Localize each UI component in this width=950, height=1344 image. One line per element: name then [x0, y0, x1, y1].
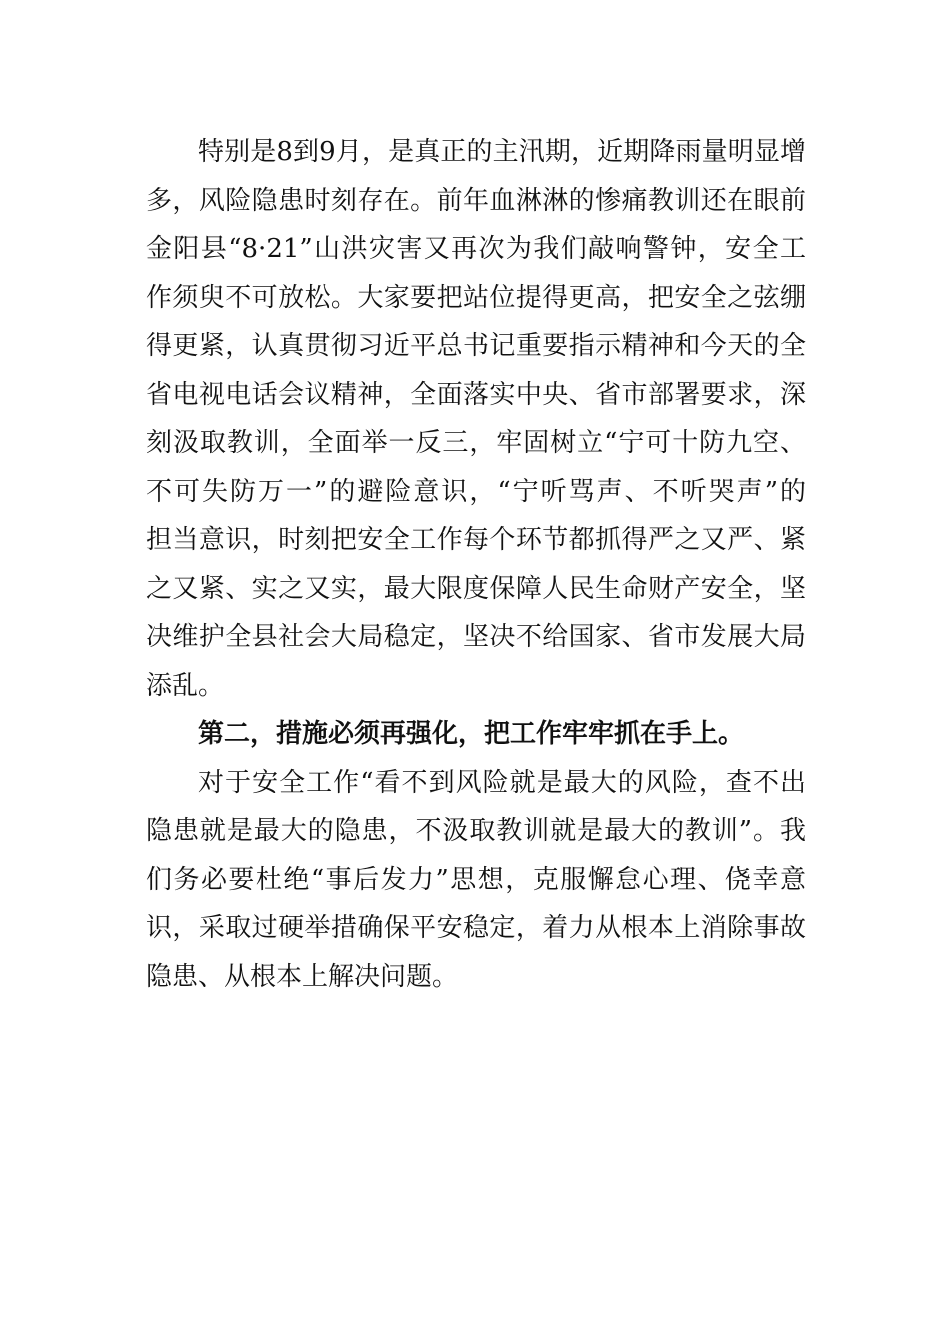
heading-line: 第二，措施必须再强化，把工作牢牢抓在手上。: [198, 719, 745, 749]
text-line: 担当意识，时刻把安全工作每个环节都抓得严之又严、紧: [146, 525, 806, 555]
paragraph-measures: [146, 759, 806, 1002]
text-line: 们务必要杜绝“事后发力”思想，克服懈怠心理、侥幸意: [146, 864, 806, 895]
document-body: [146, 128, 806, 1001]
text-line: 金阳县“8·21”山洪灾害又再次为我们敲响警钟，安全工: [146, 234, 806, 264]
text-line: 决维护全县社会大局稳定，坚决不给国家、省市发展大局: [146, 622, 806, 652]
text-line: 添乱。: [146, 670, 225, 701]
text-line: 省电视电话会议精神，全面落实中央、省市部署要求，深: [146, 379, 806, 410]
text-line: 不可失防万一”的避险意识，“宁听骂声、不听哭声”的: [146, 476, 806, 507]
text-line: 隐患、从根本上解决问题。: [146, 961, 459, 992]
text-line: 隐患就是最大的隐患，不汲取教训就是最大的教训”。我: [146, 816, 806, 846]
section-heading: [146, 710, 806, 759]
text-line: 刻汲取教训，全面举一反三，牢固树立“宁可十防九空、: [146, 428, 806, 458]
paragraph-flood-season: [146, 128, 806, 710]
text-line: 之又紧、实之又实，最大限度保障人民生命财产安全，坚: [146, 573, 806, 604]
text-line: 对于安全工作“看不到风险就是最大的风险，查不出: [198, 767, 806, 798]
text-line: 特别是8到9月，是真正的主汛期，近期降雨量明显增: [198, 137, 806, 167]
text-line: 识，采取过硬举措确保平安稳定，着力从根本上消除事故: [146, 913, 806, 943]
text-line: 得更紧，认真贯彻习近平总书记重要指示精神和今天的全: [146, 331, 806, 361]
text-line: 多，风险隐患时刻存在。前年血淋淋的惨痛教训还在眼前: [146, 185, 806, 216]
text-line: 作须臾不可放松。大家要把站位提得更高，把安全之弦绷: [146, 282, 806, 313]
